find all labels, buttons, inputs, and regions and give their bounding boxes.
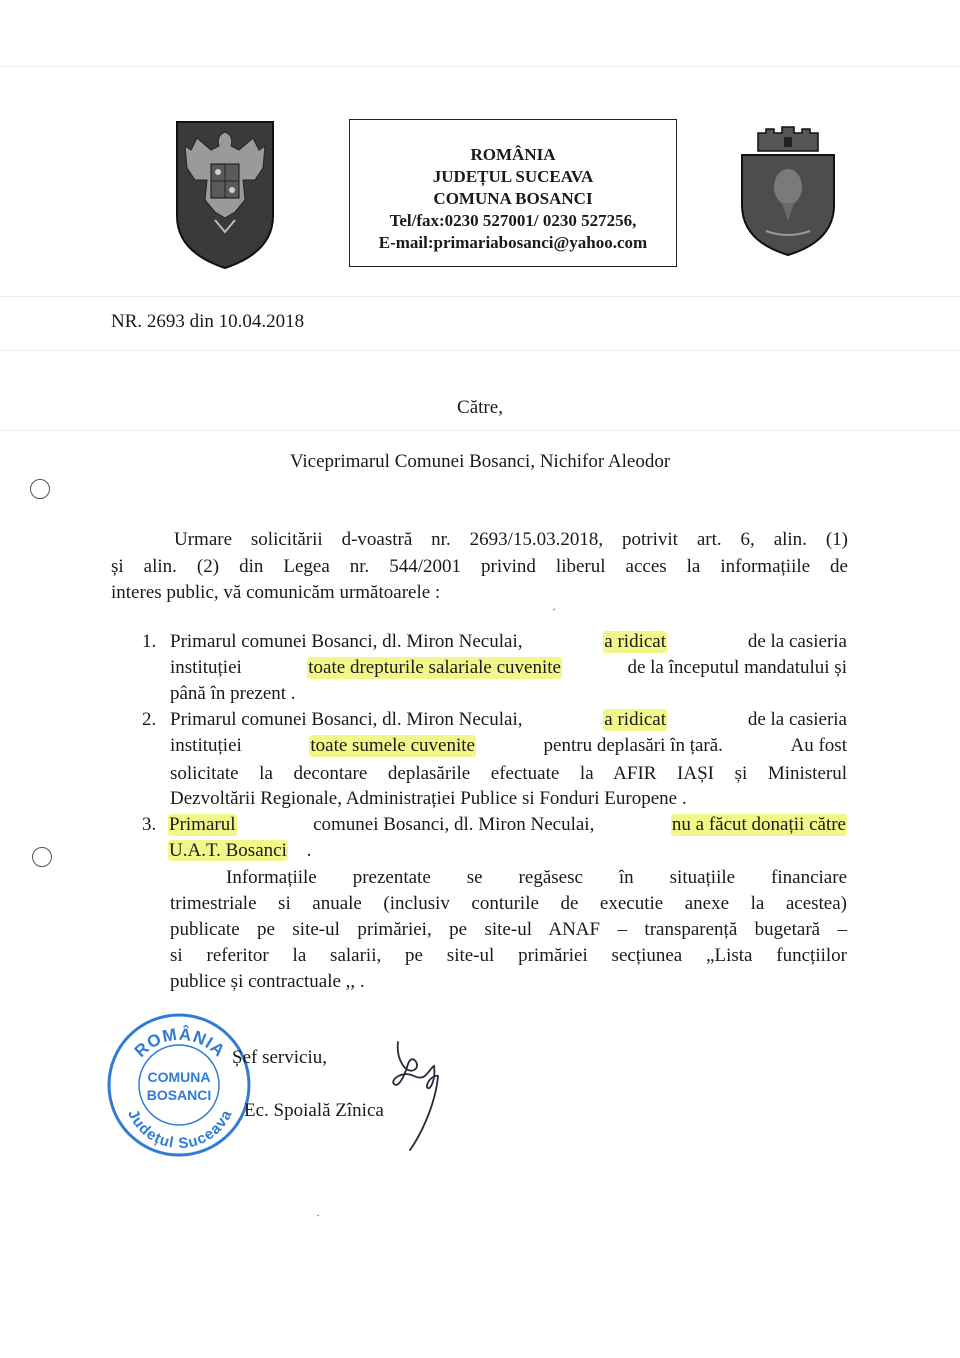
highlighted-text: toate drepturile salariale cuvenite [308, 657, 561, 678]
intro-line: interes public, vă comunicăm următoarele : [111, 582, 441, 603]
stamp-top-text: ROMÂNIA [130, 1024, 230, 1061]
signatory-title: Șef serviciu, [232, 1047, 327, 1068]
item-text: Primarul comunei Bosanci, dl. Miron Neculai, [170, 709, 523, 730]
item-text: de la casieria [747, 631, 847, 652]
highlighted-text: a ridicat [604, 709, 667, 730]
phone-fax: Tel/fax:0230 527001/ 0230 527256, [389, 211, 637, 230]
punch-hole [30, 479, 50, 499]
item-text: de la casieria [747, 709, 847, 730]
official-stamp [104, 1010, 254, 1160]
highlighted-text: Primarul [169, 814, 236, 835]
scan-line [0, 66, 960, 67]
highlighted-text: U.A.T. Bosanci [169, 840, 287, 861]
list-item [170, 657, 847, 679]
list-item [168, 814, 847, 836]
highlighted-text: nu a făcut donații către [671, 814, 846, 835]
email-address: E-mail:primariabosanci@yahoo.com [378, 233, 648, 252]
item-text: Au fost [790, 735, 847, 756]
item-text: Primarul comunei Bosanci, dl. Miron Neculai, [170, 631, 523, 652]
signatory-name: Ec. Spoială Zînica [244, 1100, 384, 1121]
salutation: Către, [457, 397, 503, 418]
item-text: de la începutul mandatului și [627, 657, 847, 678]
item-text: . [306, 840, 312, 861]
item-text: Dezvoltării Regionale, Administrației Publice si Fonduri Europene . [170, 788, 687, 809]
highlighted-text: toate sumele cuvenite [310, 735, 475, 756]
scan-speck: ˊ [316, 1212, 320, 1226]
intro-line: Urmare solicitării d-voastră nr. 2693/15.03.2018, potrivit art. 6, alin. (1) [174, 529, 848, 550]
closing-line: Informațiile prezentate se regăsesc în situațiile financiare [226, 867, 847, 888]
scan-speck: ˊ [552, 606, 556, 620]
item-text: solicitate la decontare deplasările efectuate la AFIR IAȘI și Ministerul [170, 763, 847, 784]
scan-line [0, 296, 960, 297]
bosanci-coat-of-arms-icon [738, 125, 838, 257]
letterhead-box [349, 119, 677, 267]
handwritten-signature [384, 1030, 444, 1155]
closing-line: trimestriale si anuale (inclusiv conturile de executie anexe la acestea) [170, 893, 847, 914]
item-text: comunei Bosanci, dl. Miron Neculai, [313, 814, 595, 835]
closing-line: publicate pe site-ul primăriei, pe site-ul ANAF – transparență bugetară – [170, 919, 847, 940]
list-item [170, 709, 847, 731]
stamp-bottom-text: Județul Suceava [124, 1106, 236, 1153]
scan-line [0, 430, 960, 431]
list-item [170, 631, 847, 653]
list-item [168, 840, 311, 862]
svg-text:ROMÂNIA [131, 1025, 229, 1061]
item-text: pentru deplasări în țară. [543, 735, 723, 756]
item-number: 2. [142, 709, 157, 730]
item-number: 1. [142, 631, 157, 652]
county-name: JUDEȚUL SUCEAVA [432, 167, 594, 186]
scan-line [0, 350, 960, 351]
romania-coat-of-arms-icon [175, 120, 275, 270]
country-name: ROMÂNIA [470, 145, 556, 164]
item-text: până în prezent . [170, 683, 296, 704]
item-text: instituției [170, 657, 242, 678]
item-text: instituției [170, 735, 242, 756]
recipient: Viceprimarul Comunei Bosanci, Nichifor Aleodor [289, 451, 671, 472]
stamp-center-text: COMUNA [147, 1069, 211, 1085]
item-number: 3. [142, 814, 157, 835]
document-reference: NR. 2693 din 10.04.2018 [111, 311, 305, 332]
stamp-center-text: BOSANCI [146, 1087, 212, 1103]
closing-line: si referitor la salarii, pe site-ul primăriei secțiunea „Lista funcțiilor [170, 945, 847, 966]
list-item [170, 735, 847, 757]
commune-name: COMUNA BOSANCI [433, 189, 593, 208]
punch-hole [32, 847, 52, 867]
closing-line: publice și contractuale ,, . [170, 971, 365, 992]
highlighted-text: a ridicat [604, 631, 667, 652]
intro-line: și alin. (2) din Legea nr. 544/2001 privind liberul acces la informațiile de [111, 556, 848, 577]
